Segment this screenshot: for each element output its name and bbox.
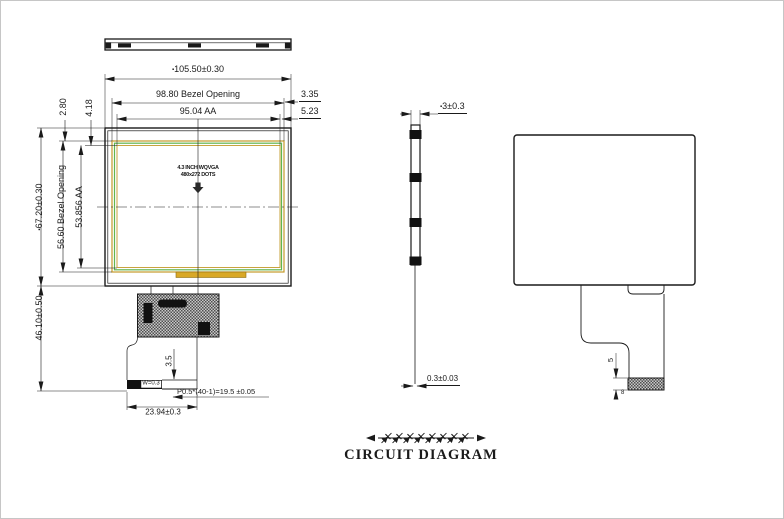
dim-width-total: ▪105.50±0.30 [171,64,225,75]
drawing-linework [1,1,784,519]
critical-dim-marker: ▪ [37,228,44,231]
circuit-schematic [366,431,486,446]
top-view [105,39,291,50]
side-tab [410,257,422,266]
dim-height-total: ▪67.20±0.30 [34,183,45,231]
critical-dim-marker: ▪ [440,104,443,110]
dim-connector-width: 23.94±0.3 [145,407,181,417]
mount-tab [188,43,201,47]
side-view [400,110,438,386]
dim-offset-top-aa: 4.18 [84,99,95,117]
dim-fold-offset: 5 [605,357,615,363]
anode-arrow-icon [366,435,375,442]
front-view [97,119,299,299]
fpc-bond-bar [176,272,246,278]
dim-trace-width: W=0.3 [142,380,160,387]
dim-offset-right-bezel: 3.35 [299,90,321,102]
side-tab [410,218,422,227]
dim-fold-margin: 8 [621,390,625,396]
screen-spec-line2: 480x272 DOTS [180,171,216,178]
back-outline [514,135,695,285]
dim-width-bezel: 98.80 Bezel Opening [155,89,241,100]
back-connector [628,378,664,390]
side-tab [410,130,422,139]
dim-width-aa: 95.04 AA [179,106,217,117]
dim-height-aa: 53.856 AA [74,186,85,228]
fpc-component [144,303,153,323]
circuit-diagram-title: CIRCUIT DIAGRAM [344,447,498,464]
fpc-component [198,322,210,335]
dim-fpc-thickness: 0.3±0.03 [425,375,460,386]
back-view [514,135,695,399]
mount-tab [256,43,269,47]
mount-tab [118,43,131,47]
fpc-driver-ic [158,300,187,308]
dim-fpc-tail: 3.5 [164,355,174,367]
critical-dim-marker: ▪ [171,67,175,74]
dim-offset-right-aa: 5.23 [299,107,321,119]
dim-thickness: ▪3±0.3 [438,102,467,114]
dim-height-bezel: 56.60 Bezel Opening [56,164,67,250]
dim-offset-top-bezel: 2.80 [58,98,69,116]
side-tab [410,173,422,182]
fpc-tail-front [127,286,269,410]
dim-pin-pitch: P0.5*(40-1)=19.5 ±0.05 [177,387,256,396]
dim-height-fpc: 46.10±0.50 [34,295,45,341]
fpc-connector-stiffener [127,380,162,389]
cathode-arrow-icon [477,435,486,442]
screen-spec-line1: 4.3 INCH WQVGA [177,164,219,171]
